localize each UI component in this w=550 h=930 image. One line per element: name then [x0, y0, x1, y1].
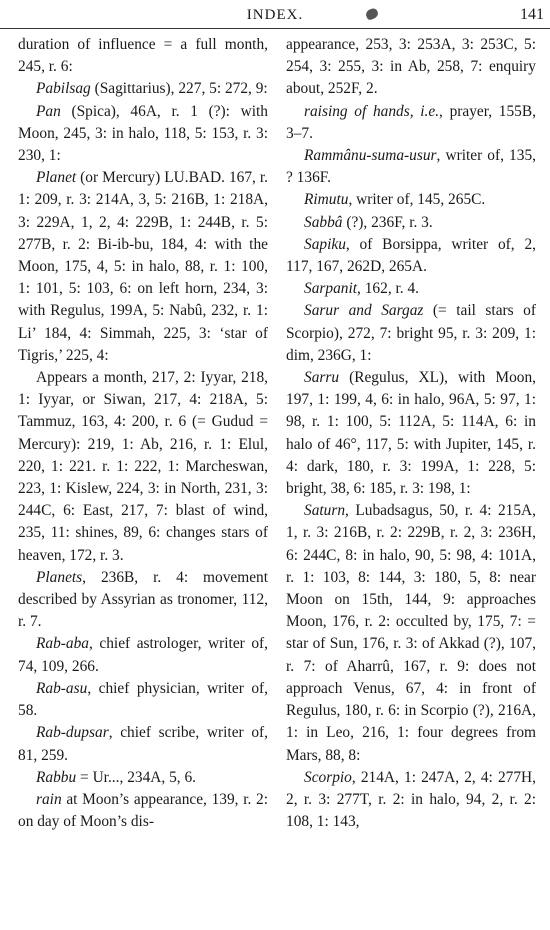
entry-references: appearance, 253, 3: 253A, 3: 253C, 5: 254, 3: 255, 3: in Ab, 258, 7: enquiry about, 252F, 2.: [286, 36, 536, 98]
entry-references: , of Borsippa, writer of, 2, 117, 167, 262D, 265A.: [286, 235, 536, 276]
index-entry: [286, 234, 536, 278]
page-number: 141: [520, 6, 544, 23]
entry-references: , writer of, 145, 265C.: [348, 191, 486, 209]
index-entry: [18, 367, 268, 567]
entry-headword: Rabbu: [36, 768, 77, 786]
entry-headword: Scorpio: [304, 768, 352, 786]
entry-references: (Regulus, XL), with Moon, 197, 1: 199, 4, 6: in halo, 96A, 5: 97, 1: 98, r. 1: 100, 5: 112A, 5: 114A, 6: in halo of 46°, 117, 5: with Jupiter, 145, r. 4: dark, 180, r. 3: 199A, 1: 228, 5: bright, 38, 6: 185, r. 3: 198, 1:: [286, 369, 536, 498]
entry-headword: Rab-dupsar: [36, 724, 109, 742]
index-entry: [18, 101, 268, 168]
entry-references: , prayer, 155B, 3–7.: [286, 102, 536, 142]
entry-references: , chief physician, writer of, 58.: [18, 679, 268, 720]
entry-references: (or Mercury) LU.BAD. 167, r. 1: 209, r. 3: 214A, 3, 5: 216B, 1: 218A, 3: 229A, 1, 2, 4: 229B, 1: 244B, r. 5: 277B, r. 2: Bi-ib-bu, 184, 4: with the Moon, 175, 4, 5: in halo, 88, r. 1: 100, 1: 101, 5: 103, 6: on left horn, 234, 3: with Regulus, 199A, 5: Nabû, 232, r. 1: Li’ 184, 4: Simmah, 225, 3: ‘star of Tigris,’ 225, 4:: [18, 169, 268, 364]
header-title: INDEX.: [246, 7, 304, 23]
header-rule: [0, 28, 550, 29]
entry-references: (?), 236F, r. 3.: [342, 213, 433, 231]
index-entry: [18, 633, 268, 677]
entry-headword: Rab-asu: [36, 679, 88, 697]
entry-references: (Spica), 46A, r. 1 (?): with Moon, 245, 3: in halo, 118, 5: 153, r. 3: 230, 1:: [18, 102, 268, 165]
index-entry: [286, 500, 536, 766]
index-entry: [286, 300, 536, 367]
left-column: [18, 34, 268, 833]
entry-references: (Sagittarius), 227, 5: 272, 9:: [90, 80, 268, 98]
index-entry: [18, 167, 268, 367]
entry-references: Appears a month, 217, 2: Iyyar, 218, 1: Iyyar, or Siwan, 217, 4: 218A, 5: Tammuz, 163, 4: 200, r. 6 (= Gudud = Mercury): 219, 1: Ab, 216, r. 1: Elul, 220, 1: 221. r. 1: 222, 1: Marcheswan, 223, 1: Kislew, 224, 3: in North, 231, 3: 244C, 6: East, 217, 7: blast of wind, 235, 11: shines, 89, 6: changes stars of heaven, 172, r. 3.: [18, 369, 268, 564]
index-entry: [18, 678, 268, 722]
entry-headword: Sarpanit: [304, 280, 358, 298]
entry-references: (= tail stars of Scorpio), 272, 7: bright 95, r. 3: 209, 1: dim, 236G, 1:: [286, 302, 536, 364]
entry-references: , writer of, 135, ? 136F.: [286, 147, 536, 187]
entry-references: duration of influence = a full month, 245, r. 6:: [18, 36, 268, 76]
index-entry: [18, 789, 268, 833]
entry-headword: raising of hands, i.e.: [304, 102, 440, 120]
entry-references: , 162, r. 4.: [357, 280, 420, 298]
entry-references: = Ur..., 234A, 5, 6.: [76, 768, 197, 786]
index-entry: [286, 278, 536, 300]
running-header: [0, 4, 550, 26]
entry-references: , Lubadsagus, 50, r. 4: 215A, 1, r. 3: 216B, r. 2: 229B, r. 2, 3: 236H, 6: 244C, 8: in halo, 90, 5: 98, 4: 101A, r. 1: 103, 8: 144, 3: 180, 5, 8: near Moon on 15th, 144, 9: approaches Moon, 176, r. 2: occulted by, 175, 7: = star of Sun, 176, r. 3: of Akkad (?), 107, r. 7: of Aharrû, 167, r. 9: does not approach Venus, 67, 4: in front of Regulus, 180, r. 6: in Scorpio (?), 216A, 1: in Leo, 216, 1: four degrees from Mars, 88, 8:: [286, 502, 536, 764]
entry-headword: Pan: [36, 102, 61, 120]
index-entry: [18, 767, 268, 789]
index-entry: [286, 101, 536, 145]
entry-references: , 236B, r. 4: movement described by Assyrian as tronomer, 112, r. 7.: [18, 568, 268, 631]
entry-headword: Pabilsag: [36, 80, 91, 98]
entry-headword: Sarur and Sargaz: [304, 302, 424, 320]
index-entry: [286, 212, 536, 234]
entry-headword: Rammânu-suma-usur: [304, 147, 437, 165]
entry-references: at Moon’s appearance, 139, r. 2: on day of Moon’s dis-: [18, 790, 268, 831]
entry-references: , chief astrologer, writer of, 74, 109, 266.: [18, 635, 268, 675]
index-entry: [286, 34, 536, 101]
entry-headword: Saturn: [304, 502, 346, 520]
entry-references: , chief scribe, writer of, 81, 259.: [18, 724, 268, 764]
entry-references: , 214A, 1: 247A, 2, 4: 277H, 2, r. 3: 277T, r. 2: in halo, 94, 2, r. 2: 108, 1: 143,: [286, 768, 536, 831]
entry-headword: Sabbâ: [304, 213, 343, 231]
entry-headword: Rimutu: [304, 191, 349, 209]
entry-headword: Planets: [36, 568, 83, 586]
entry-headword: Sarru: [304, 369, 340, 387]
index-entry: [18, 567, 268, 634]
index-entry: [18, 78, 268, 100]
entry-headword: rain: [36, 790, 62, 808]
index-entry: [286, 189, 536, 211]
index-entry: [286, 767, 536, 834]
index-entry: [18, 34, 268, 78]
index-entry: [286, 367, 536, 500]
entry-headword: Rab-aba: [36, 635, 90, 653]
entry-headword: Planet: [36, 169, 77, 187]
entry-headword: Sapiku: [304, 235, 346, 253]
index-entry: [18, 722, 268, 766]
right-column: [286, 34, 536, 833]
index-entry: [286, 145, 536, 189]
